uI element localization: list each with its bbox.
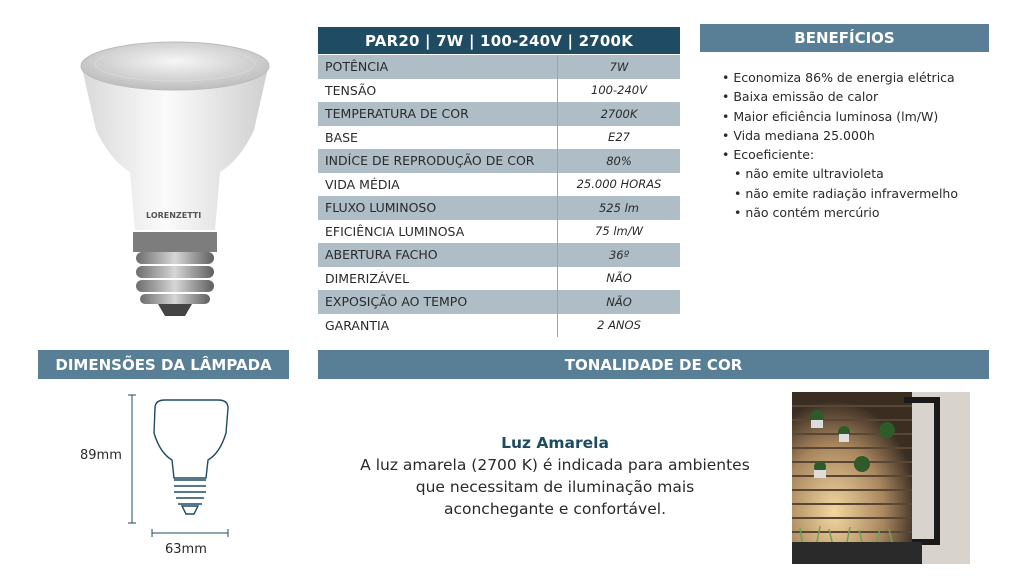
spec-label: BASE xyxy=(318,126,558,150)
spec-row xyxy=(318,196,680,220)
spec-row xyxy=(318,102,680,126)
benefit-item: • Vida mediana 25.000h xyxy=(722,127,875,143)
dimensions-header: DIMENSÕES DA LÂMPADA xyxy=(38,350,289,379)
spec-label: FLUXO LUMINOSO xyxy=(318,196,558,220)
spec-value: NÃO xyxy=(606,294,632,309)
spec-value: 525 lm xyxy=(598,200,639,215)
benefit-subitem: • não contém mercúrio xyxy=(734,205,880,221)
spec-label: TENSÃO xyxy=(318,79,558,103)
ambient-photo xyxy=(792,392,970,564)
benefit-item: • Economiza 86% de energia elétrica xyxy=(722,70,955,85)
spec-label: ABERTURA FACHO xyxy=(318,243,558,267)
spec-value: 36º xyxy=(608,247,630,262)
spec-label: INDÍCE DE REPRODUÇÃO DE COR xyxy=(318,149,558,173)
spec-value: E27 xyxy=(608,130,630,145)
benefit-item: • Maior eficiência luminosa (lm/W) xyxy=(722,108,939,124)
spec-row xyxy=(318,79,680,103)
spec-value: 2700K xyxy=(600,106,638,121)
spec-label: TEMPERATURA DE COR xyxy=(318,102,558,126)
tone-line: que necessitam de iluminação mais xyxy=(415,478,695,496)
width-label: 63mm xyxy=(165,542,207,557)
spec-row xyxy=(318,267,680,291)
benefit-item: • Baixa emissão de calor xyxy=(722,89,879,105)
tone-header: TONALIDADE DE COR xyxy=(318,350,989,379)
spec-row xyxy=(318,173,680,197)
tone-line: aconchegante e confortável. xyxy=(443,500,667,518)
spec-label: GARANTIA xyxy=(318,314,558,338)
spec-row xyxy=(318,243,680,267)
spec-label: DIMERIZÁVEL xyxy=(318,267,558,291)
bulb-product-image xyxy=(70,20,280,320)
spec-row xyxy=(318,149,680,173)
spec-label: EFICIÊNCIA LUMINOSA xyxy=(318,220,558,244)
benefit-item: • Ecoeficiente: xyxy=(722,147,815,163)
spec-row xyxy=(318,314,680,338)
spec-row xyxy=(318,220,680,244)
benefit-subitem: • não emite radiação infravermelho xyxy=(734,185,958,201)
tone-line: A luz amarela (2700 K) é indicada para ambientes xyxy=(360,456,750,474)
bulb-brand-label: LORENZETTI xyxy=(146,211,202,220)
benefits-header: BENEFÍCIOS xyxy=(700,24,989,52)
spec-value: 7W xyxy=(609,59,629,74)
spec-value: 25.000 HORAS xyxy=(576,177,662,192)
spec-value: 2 ANOS xyxy=(597,318,641,333)
spec-label: EXPOSIÇÃO AO TEMPO xyxy=(318,290,558,314)
spec-label: VIDA MÉDIA xyxy=(318,173,558,197)
spec-value: 100-240V xyxy=(591,83,647,98)
benefits-list xyxy=(722,68,958,222)
spec-value: NÃO xyxy=(606,271,632,286)
benefit-subitem: • não emite ultravioleta xyxy=(734,166,884,182)
spec-value: 75 lm/W xyxy=(595,224,643,239)
spec-row xyxy=(318,290,680,314)
spec-row xyxy=(318,126,680,150)
bulb-dimension-drawing xyxy=(70,388,240,568)
spec-header: PAR20 | 7W | 100-240V | 2700K xyxy=(318,27,680,54)
spec-value: 80% xyxy=(606,153,632,168)
spec-label: POTÊNCIA xyxy=(318,55,558,79)
spec-row xyxy=(318,55,680,79)
tone-name: Luz Amarela xyxy=(501,434,609,452)
spec-table xyxy=(318,55,680,337)
tone-description xyxy=(330,432,780,520)
height-label: 89mm xyxy=(80,448,122,463)
